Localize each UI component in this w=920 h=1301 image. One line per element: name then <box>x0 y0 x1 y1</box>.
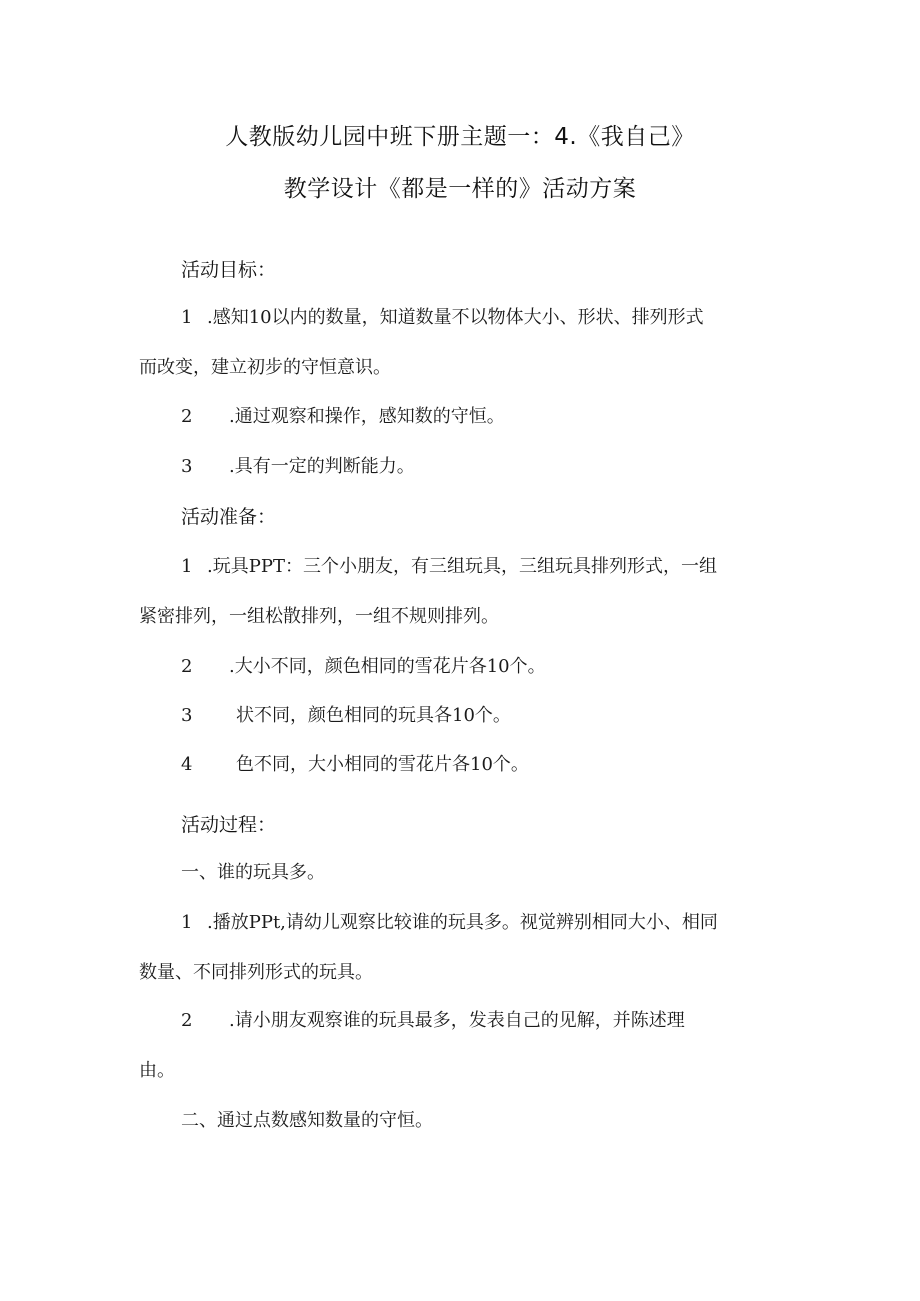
item-number: 1 <box>181 912 193 933</box>
process-part-2: 二、通过点数感知数量的守恒。 <box>181 1110 433 1131</box>
item-text: .具有一定的判断能力。 <box>229 456 415 477</box>
goal-item-1 <box>181 303 704 329</box>
prep-item-3 <box>181 701 511 727</box>
item-text: 状不同，颜色相同的玩具各10个。 <box>236 705 511 726</box>
item-text: .感知10以内的数量，知道数量不以物体大小、形状、排列形式 <box>207 307 704 328</box>
document-subtitle: 教学设计《都是一样的》活动方案 <box>283 176 637 202</box>
process-part-1: 一、谁的玩具多。 <box>181 862 325 883</box>
item-text: .请小朋友观察谁的玩具最多，发表自己的见解，并陈述理 <box>229 1010 685 1031</box>
process-item-1 <box>181 908 718 934</box>
prep-item-1 <box>181 552 717 578</box>
goal-item-3 <box>181 452 415 478</box>
item-number: 3 <box>181 705 193 726</box>
item-text: 色不同，大小相同的雪花片各10个。 <box>236 754 529 775</box>
goal-item-1-continued: 而改变，建立初步的守恒意识。 <box>139 357 391 378</box>
prep-item-4 <box>181 750 529 776</box>
item-number: 1 <box>181 556 193 577</box>
item-text: .播放PPt,请幼儿观察比较谁的玩具多。视觉辨别相同大小、相同 <box>207 912 718 933</box>
process-item-2-continued: 由。 <box>139 1060 175 1081</box>
process-item-1-continued: 数量、不同排列形式的玩具。 <box>139 962 373 983</box>
item-number: 1 <box>181 307 193 328</box>
item-text: .玩具PPT：三个小朋友，有三组玩具，三组玩具排列形式，一组 <box>207 556 717 577</box>
item-number: 2 <box>181 1010 193 1031</box>
document-title: 人教版幼儿园中班下册主题一：4.《我自己》 <box>225 124 695 150</box>
item-number: 4 <box>181 754 193 775</box>
process-item-2 <box>181 1006 685 1032</box>
section-heading-prep: 活动准备： <box>181 506 277 528</box>
item-text: .通过观察和操作，感知数的守恒。 <box>229 406 505 427</box>
item-number: 2 <box>181 656 193 677</box>
section-heading-process: 活动过程： <box>181 814 277 836</box>
goal-item-2 <box>181 402 505 428</box>
prep-item-2 <box>181 652 546 678</box>
section-heading-goals: 活动目标： <box>181 259 277 281</box>
item-text: .大小不同，颜色相同的雪花片各10个。 <box>229 656 546 677</box>
prep-item-1-continued: 紧密排列，一组松散排列，一组不规则排列。 <box>139 606 499 627</box>
item-number: 3 <box>181 456 193 477</box>
item-number: 2 <box>181 406 193 427</box>
